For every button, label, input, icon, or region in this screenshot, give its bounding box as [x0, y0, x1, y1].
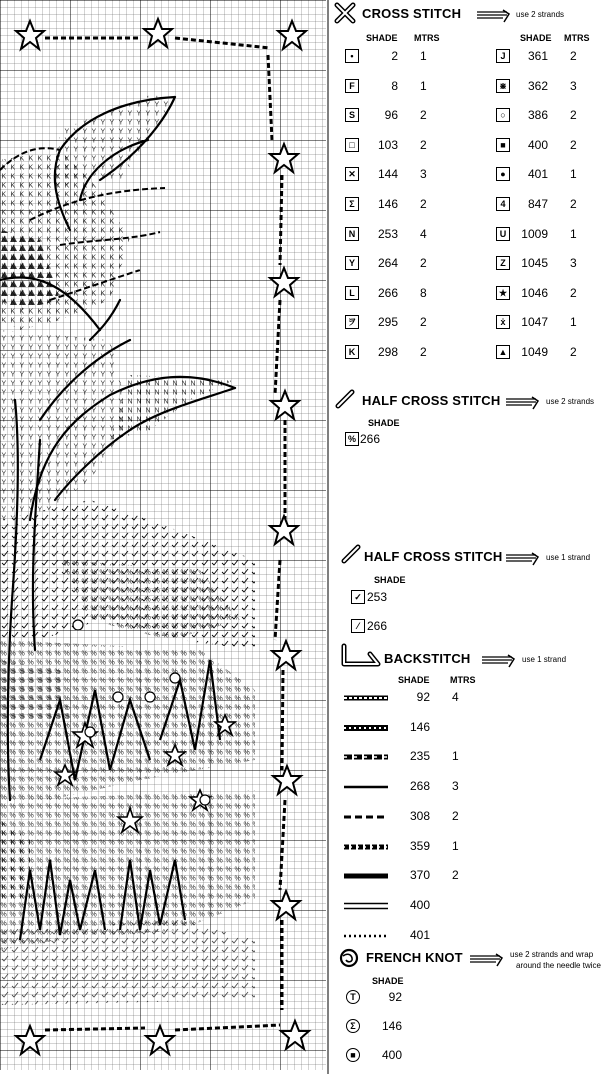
shade-number: 268 [409, 779, 430, 794]
mtrs-value: 2 [420, 345, 427, 359]
needle-icon [470, 948, 506, 968]
mtrs-header-right: MTRS [564, 33, 590, 43]
shade-number: 370 [409, 868, 430, 883]
shade-number: 146 [377, 197, 398, 211]
shade-number: 1049 [521, 345, 548, 359]
backstitch-line-sample [342, 930, 390, 942]
mtrs-value: 2 [570, 137, 577, 152]
mtrs-value: 1 [570, 167, 577, 182]
shade-number: 253 [377, 226, 398, 241]
symbol-box: ✓ [351, 590, 365, 604]
mtrs-value: 4 [420, 226, 427, 241]
backstitch-line-sample [342, 751, 390, 763]
mtrs-value: 1 [452, 838, 459, 853]
french-knot-symbol: ■ [346, 1048, 360, 1062]
mtrs-value: 2 [570, 285, 577, 300]
symbol-box: □ [345, 138, 359, 152]
backstitch-line-sample [342, 781, 390, 793]
symbol-box: ⋇ [496, 79, 510, 93]
half-cross-1-strands: use 1 strand [546, 553, 591, 562]
stitch-key [332, 0, 606, 1074]
symbol-box: Σ [345, 197, 359, 211]
shade-number: 92 [388, 990, 402, 1004]
shade-number: 361 [527, 49, 548, 63]
french-knot-icon [338, 947, 360, 969]
needle-icon [506, 547, 542, 567]
mtrs-value: 8 [420, 285, 427, 300]
backstitch-title: BACKSTITCH [384, 651, 471, 666]
symbol-box: ● [496, 167, 510, 181]
symbol-box: N [345, 227, 359, 241]
symbol-box: J [496, 49, 510, 63]
symbol-box: ○ [496, 108, 510, 122]
shade-number: 146 [409, 719, 430, 734]
symbol-box: Z [496, 256, 510, 270]
shade-number: 1045 [521, 256, 548, 271]
cross-stitch-title: CROSS STITCH [362, 6, 462, 21]
shade-number: 400 [527, 137, 548, 152]
shade-number: 2 [391, 49, 398, 63]
backstitch-line-sample [342, 841, 390, 853]
symbol-box: S [345, 108, 359, 122]
shade-number: 400 [409, 897, 430, 912]
half-cross-2-section [332, 385, 606, 455]
shade-number: 235 [409, 749, 430, 764]
backstitch-line-sample [342, 811, 390, 823]
symbol-box: • [345, 49, 359, 63]
symbol-box: ▲ [496, 345, 510, 359]
mtrs-value: 2 [570, 197, 577, 211]
shade-number: 146 [381, 1019, 402, 1033]
mtrs-value: 2 [420, 256, 427, 271]
shade-number: 264 [377, 256, 398, 271]
french-knot-section [332, 943, 606, 1074]
mtrs-value: 2 [420, 197, 427, 211]
shade-number: 253 [366, 590, 387, 604]
needle-icon [477, 4, 513, 24]
half-cross-icon [340, 543, 362, 565]
symbol-box: F [345, 79, 359, 93]
backstitch-line-sample [342, 692, 390, 704]
backstitch-section [332, 640, 606, 945]
symbol-box: K [345, 345, 359, 359]
shade-header-left: SHADE [366, 33, 398, 43]
symbol-box: U [496, 227, 510, 241]
half-cross-2-shade-header: SHADE [368, 418, 400, 428]
symbol-box: ★ [496, 286, 510, 300]
french-knot-strands-2: around the needle twice [516, 961, 601, 970]
half-cross-icon [334, 388, 356, 410]
shade-number: 1046 [521, 285, 548, 300]
shade-number: 401 [409, 927, 430, 942]
mtrs-value: 2 [570, 345, 577, 359]
shade-number: 103 [377, 137, 398, 152]
shade-number: 359 [409, 838, 430, 853]
mtrs-value: 2 [420, 137, 427, 152]
mtrs-value: 1 [570, 226, 577, 241]
symbol-box: ■ [496, 138, 510, 152]
backstitch-icon [340, 640, 384, 670]
shade-number: 96 [384, 108, 398, 123]
french-knot-symbol: T [346, 990, 360, 1004]
symbol-box: 4 [496, 197, 510, 211]
backstitch-shade-header: SHADE [398, 675, 430, 685]
shade-number: 400 [381, 1048, 402, 1062]
symbol-box: ヲ [345, 315, 359, 329]
shade-number: 266 [366, 619, 387, 633]
shade-number: 92 [416, 690, 430, 704]
shade-number: 298 [377, 345, 398, 359]
cross-stitch-icon [334, 2, 356, 24]
shade-number: 401 [527, 167, 548, 182]
symbol-box: L [345, 286, 359, 300]
mtrs-value: 2 [570, 49, 577, 63]
mtrs-value: 1 [420, 78, 427, 93]
mtrs-value: 3 [570, 78, 577, 93]
shade-number: 266 [377, 285, 398, 300]
shade-number: 144 [377, 167, 398, 182]
mtrs-value: 2 [570, 108, 577, 123]
mtrs-value: 4 [452, 690, 459, 704]
needle-icon [482, 649, 518, 669]
shade-number: 1009 [521, 226, 548, 241]
shade-number: 266 [359, 432, 380, 446]
mtrs-value: 2 [452, 868, 459, 883]
mtrs-value: 1 [420, 49, 427, 63]
shade-number: 308 [409, 808, 430, 823]
shade-number: 386 [527, 108, 548, 123]
shade-number: 362 [527, 78, 548, 93]
mtrs-header-left: MTRS [414, 33, 440, 43]
half-cross-2-title: HALF CROSS STITCH [362, 393, 501, 408]
backstitch-line-sample [342, 900, 390, 912]
backstitch-mtrs-header: MTRS [450, 675, 476, 685]
french-knot-shade-header: SHADE [372, 976, 404, 986]
mtrs-value: 3 [570, 256, 577, 271]
mtrs-value: 2 [452, 808, 459, 823]
backstitch-line-sample [342, 722, 390, 734]
symbol-box: Y [345, 256, 359, 270]
mtrs-value: 3 [420, 167, 427, 182]
half-cross-2-strands: use 2 strands [546, 397, 595, 406]
symbol-box: ✕ [345, 167, 359, 181]
half-cross-1-shade-header: SHADE [374, 575, 406, 585]
mtrs-value: 1 [570, 315, 577, 330]
mtrs-value: 2 [420, 108, 427, 123]
symbol-box: % [345, 432, 359, 446]
shade-number: 847 [527, 197, 548, 211]
symbol-box: ẋ [496, 315, 510, 329]
mtrs-value: 2 [420, 315, 427, 330]
half-cross-1-title: HALF CROSS STITCH [364, 549, 503, 564]
backstitch-strands: use 1 strand [522, 655, 567, 664]
symbol-box: ⁄ [351, 619, 365, 633]
shade-number: 295 [377, 315, 398, 330]
french-knot-symbol: Σ [346, 1019, 360, 1033]
cross-stitch-section [332, 0, 606, 380]
backstitch-line-sample [342, 870, 390, 882]
shade-header-right: SHADE [520, 33, 552, 43]
half-cross-1-section [332, 543, 606, 643]
shade-number: 1047 [521, 315, 548, 330]
needle-icon [506, 391, 542, 411]
mtrs-value: 1 [452, 749, 459, 764]
shade-number: 8 [391, 78, 398, 93]
french-knot-strands-1: use 2 strands and wrap [510, 950, 594, 959]
cross-stitch-strands: use 2 strands [516, 10, 565, 19]
mtrs-value: 3 [452, 779, 459, 794]
french-knot-title: FRENCH KNOT [366, 950, 463, 965]
